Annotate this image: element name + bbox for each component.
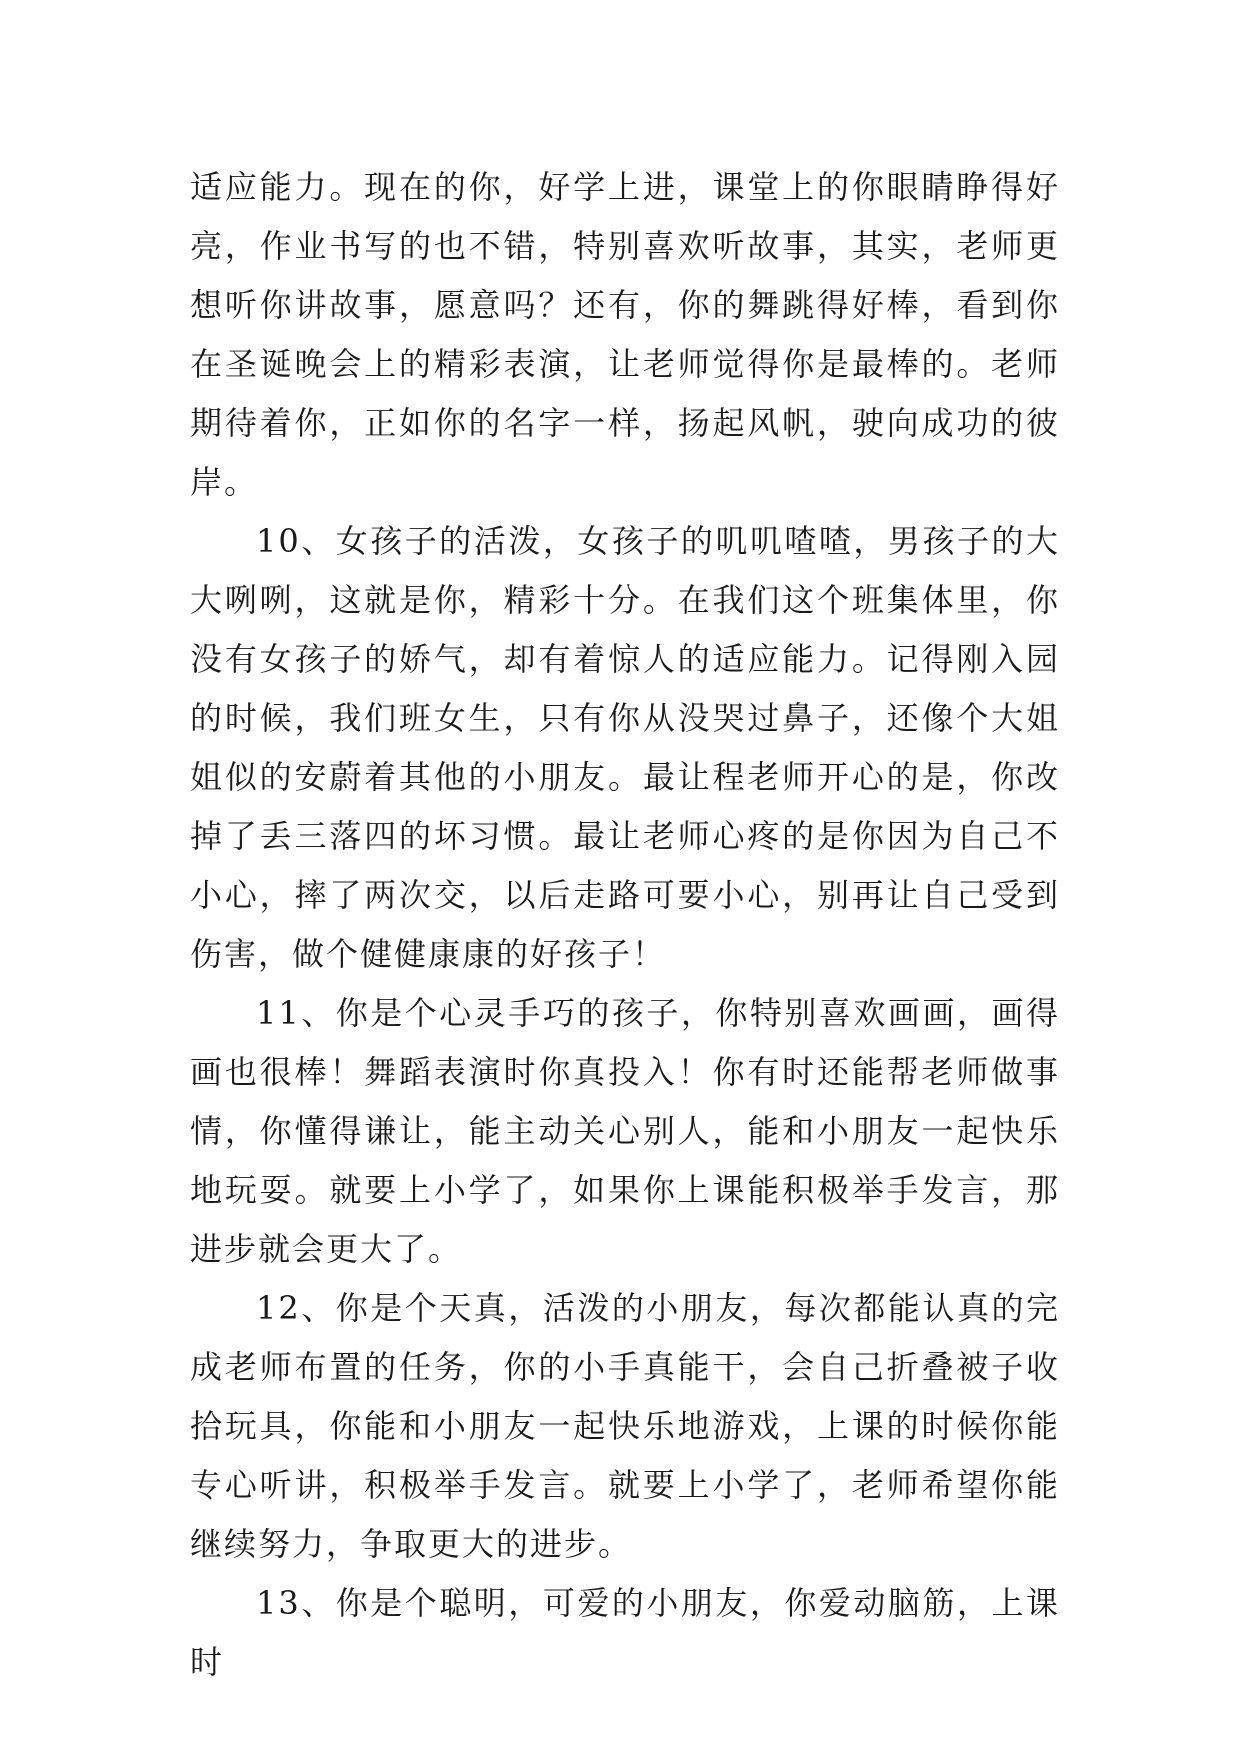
document-body <box>190 158 1060 1692</box>
paragraph-item-13: 13、你是个聪明，可爱的小朋友，你爱动脑筋，上课时 <box>190 1584 1060 1681</box>
paragraph-item-12: 12、你是个天真，活泼的小朋友，每次都能认真的完成老师布置的任务，你的小手真能干，会自己折叠被子收拾玩具，你能和小朋友一起快乐地游戏，上课的时候你能专心听讲，积极举手发言。就要上小学了，老师希望你能继续努力，争取更大的进步。 <box>190 1289 1060 1563</box>
paragraph-item-10: 10、女孩子的活泼，女孩子的叽叽喳喳，男孩子的大大咧咧，这就是你，精彩十分。在我们这个班集体里，你没有女孩子的娇气，却有着惊人的适应能力。记得刚入园的时候，我们班女生，只有你从没哭过鼻子，还像个大姐姐似的安蔚着其他的小朋友。最让程老师开心的是，你改掉了丢三落四的坏习惯。最让老师心疼的是你因为自己不小心，摔了两次交，以后走路可要小心，别再让自己受到伤害，做个健健康康的好孩子！ <box>190 522 1060 973</box>
paragraph-item-11: 11、你是个心灵手巧的孩子，你特别喜欢画画，画得画也很棒！舞蹈表演时你真投入！你有时还能帮老师做事情，你懂得谦让，能主动关心别人，能和小朋友一起快乐地玩耍。就要上小学了，如果你上课能积极举手发言，那进步就会更大了。 <box>190 994 1060 1268</box>
paragraph-continuation: 适应能力。现在的你，好学上进，课堂上的你眼睛睁得好亮，作业书写的也不错，特别喜欢听故事，其实，老师更想听你讲故事，愿意吗？还有，你的舞跳得好棒，看到你在圣诞晚会上的精彩表演，让老师觉得你是最棒的。老师期待着你，正如你的名字一样，扬起风帆，驶向成功的彼岸。 <box>190 168 1060 501</box>
